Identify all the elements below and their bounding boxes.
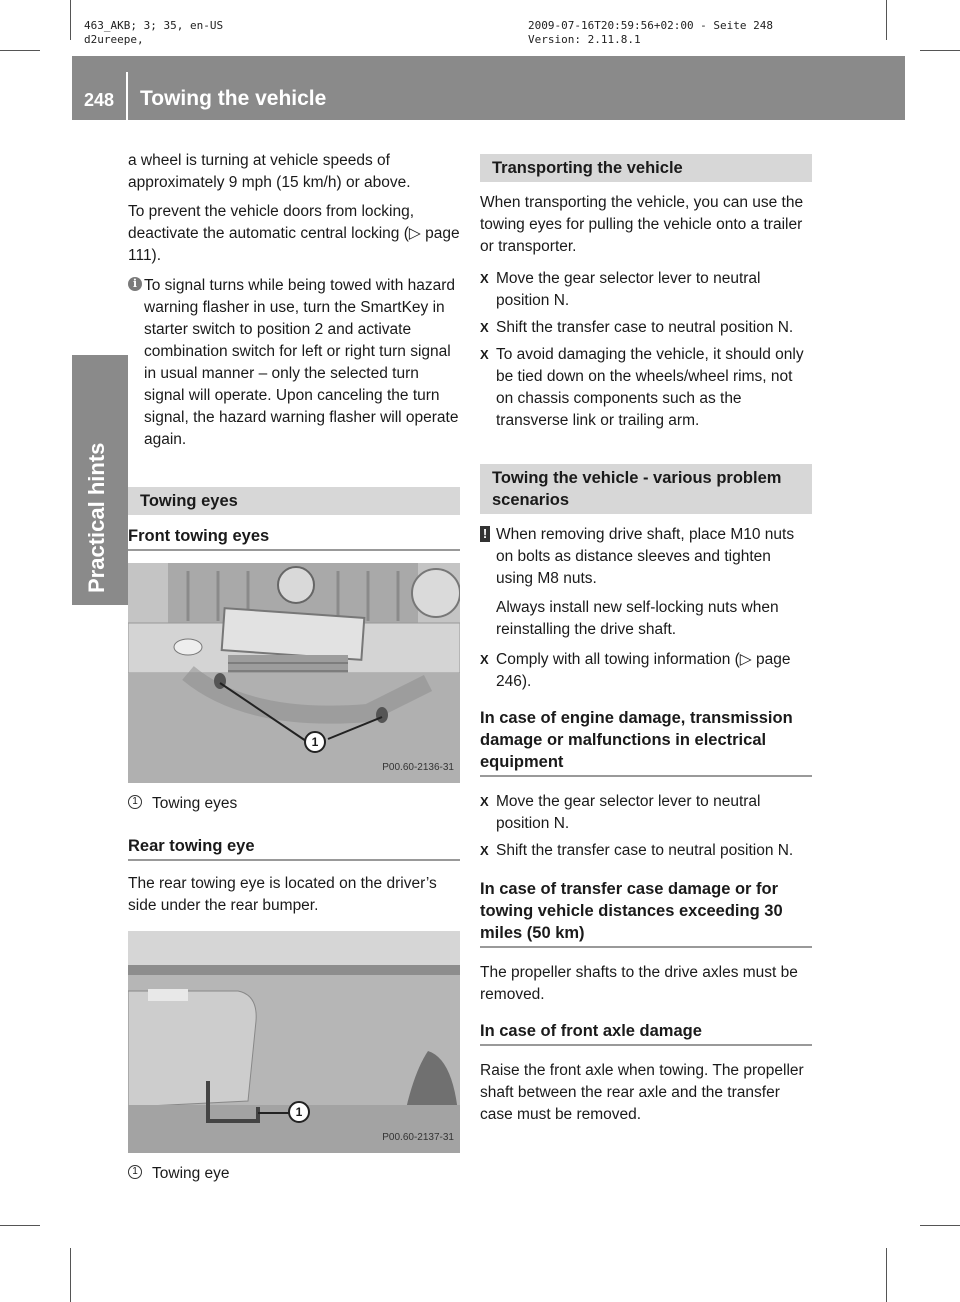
section-heading-transporting: Transporting the vehicle <box>480 154 812 182</box>
crop-mark <box>920 50 960 51</box>
warning-note <box>480 524 812 641</box>
crop-mark <box>70 1248 71 1302</box>
subheading-transfer-case-damage: In case of transfer case damage or for towing vehicle distances exceeding 30 miles (50 km) <box>480 878 812 948</box>
figure-caption <box>128 1163 460 1185</box>
figure-id: P00.60-2137-31 <box>382 1132 454 1143</box>
page-title: Towing the vehicle <box>140 87 327 110</box>
left-column <box>128 150 460 1199</box>
paragraph: The propeller shafts to the drive axles must be removed. <box>480 964 798 1003</box>
step-text: To avoid damaging the vehicle, it should only be tied down on the wheels/wheel rims, not on chassis components such as the transverse link or trailing arm. <box>496 346 804 429</box>
crop-mark <box>0 1225 40 1226</box>
info-note <box>128 275 460 451</box>
crop-mark <box>0 50 40 51</box>
print-meta-right-line1: 2009-07-16T20:59:56+02:00 - Seite 248 <box>528 19 774 32</box>
paragraph: When transporting the vehicle, you can use the towing eyes for pulling the vehicle onto a trailer or transporter. <box>480 194 804 255</box>
figure-front-towing-eyes <box>128 563 460 783</box>
step-text: Comply with all towing information (▷ page 246). <box>496 651 791 690</box>
paragraph: To prevent the vehicle doors from locking, deactivate the automatic central locking (▷ page 111). <box>128 203 460 264</box>
step-item <box>480 840 812 862</box>
callout-1: 1 <box>288 1101 310 1123</box>
paragraph: Raise the front axle when towing. The propeller shaft between the rear axle and the transfer case must be removed. <box>480 1062 804 1123</box>
header-divider <box>126 72 128 120</box>
step-marker-icon: X <box>480 320 489 335</box>
warning-text: When removing drive shaft, place M10 nuts on bolts as distance sleeves and tighten using M8 nuts. <box>496 526 795 587</box>
caption-text: Towing eyes <box>152 795 238 812</box>
section-heading-problem-scenarios: Towing the vehicle - various problem scenarios <box>480 464 812 514</box>
page-number: 248 <box>84 90 115 110</box>
step-marker-icon: X <box>480 652 489 667</box>
print-meta-right <box>528 19 773 47</box>
step-text: Shift the transfer case to neutral position N. <box>496 319 794 336</box>
figure-id: P00.60-2136-31 <box>382 762 454 773</box>
step-text: Shift the transfer case to neutral position N. <box>496 842 794 859</box>
step-text: Move the gear selector lever to neutral position N. <box>496 270 761 309</box>
step-item <box>480 317 812 339</box>
print-meta-left-line1: 463_AKB; 3; 35, en-US <box>84 19 224 32</box>
step-item <box>480 791 812 835</box>
crop-mark <box>886 0 887 40</box>
step-item <box>480 268 812 312</box>
print-meta-left-line2: d2ureepe, <box>84 33 144 46</box>
callout-1: 1 <box>304 731 326 753</box>
subheading-engine-damage: In case of engine damage, transmission damage or malfunctions in electrical equipment <box>480 707 812 777</box>
print-meta-left <box>84 19 223 47</box>
paragraph: a wheel is turning at vehicle speeds of approximately 9 mph (15 km/h) or above. <box>128 152 411 191</box>
section-heading-towing-eyes: Towing eyes <box>128 487 460 515</box>
print-meta-right-line2: Version: 2.11.8.1 <box>528 33 641 46</box>
crop-mark <box>920 1225 960 1226</box>
crop-mark <box>70 0 71 40</box>
step-marker-icon: X <box>480 347 489 362</box>
subheading-front-towing-eyes: Front towing eyes <box>128 525 460 551</box>
crop-mark <box>886 1248 887 1302</box>
subheading-front-axle-damage: In case of front axle damage <box>480 1020 812 1046</box>
subheading-rear-towing-eye: Rear towing eye <box>128 835 460 861</box>
warning-icon: ! <box>480 526 490 542</box>
step-marker-icon: X <box>480 843 489 858</box>
step-marker-icon: X <box>480 794 489 809</box>
chapter-side-tab-label: Practical hints <box>84 442 109 593</box>
info-icon: i <box>128 277 142 291</box>
info-note-text: To signal turns while being towed with hazard warning flasher in use, turn the SmartKey in starter switch to position 2 and activate combination switch for left or right turn signal in usual manner – only the selected turn signal will operate. Upon canceling the turn signal, the hazard warning flasher will operate again. <box>144 277 459 448</box>
right-column <box>480 154 812 1133</box>
front-bumper-illustration <box>128 563 460 783</box>
warning-text: Always install new self-locking nuts when reinstalling the drive shaft. <box>496 599 779 638</box>
step-marker-icon: X <box>480 271 489 286</box>
figure-caption <box>128 793 460 815</box>
step-text: Move the gear selector lever to neutral position N. <box>496 793 761 832</box>
caption-number-icon: 1 <box>128 1165 142 1179</box>
step-item <box>480 649 812 693</box>
figure-rear-towing-eye <box>128 931 460 1153</box>
caption-text: Towing eye <box>152 1165 230 1182</box>
step-item <box>480 344 812 432</box>
paragraph: The rear towing eye is located on the driver’s side under the rear bumper. <box>128 875 437 914</box>
caption-number-icon: 1 <box>128 795 142 809</box>
